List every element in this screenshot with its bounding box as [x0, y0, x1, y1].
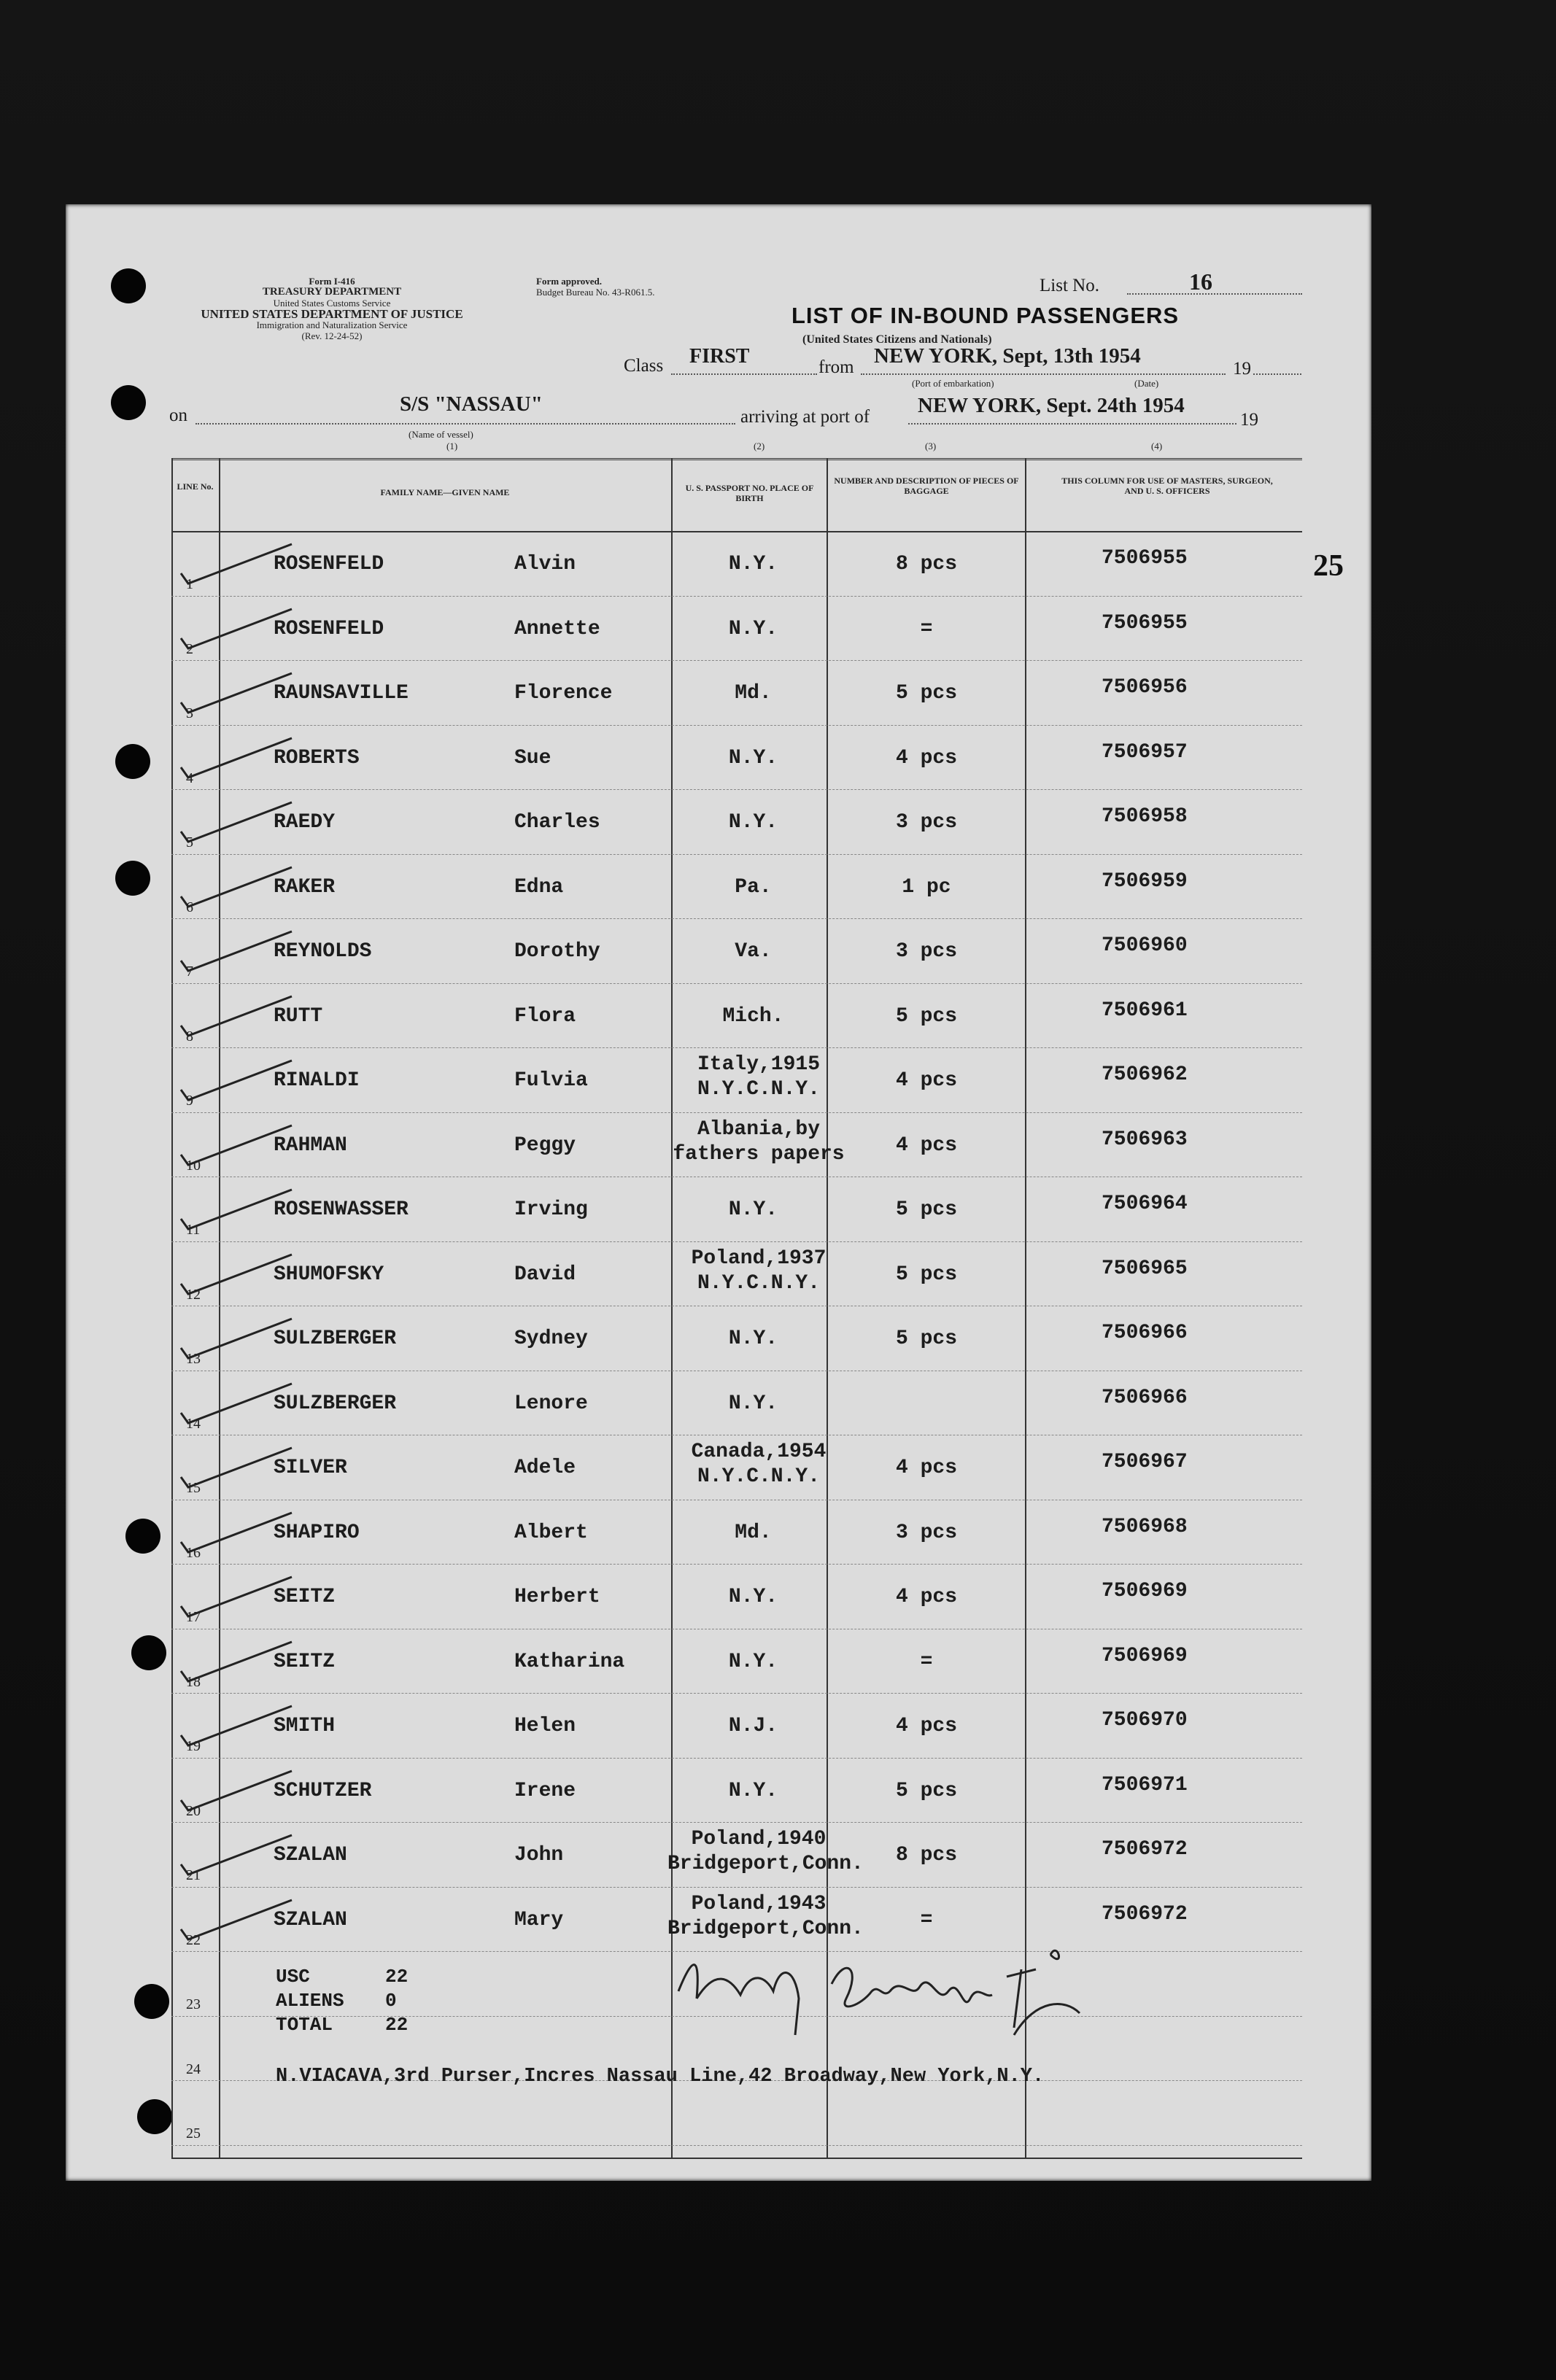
line-number: 4 [186, 770, 193, 786]
family-name: REYNOLDS [274, 940, 372, 963]
form-subtitle: (United States Citizens and Nationals) [802, 333, 992, 346]
year-line [1253, 373, 1301, 375]
vessel-name: S/S "NASSAU" [400, 392, 543, 416]
family-name: RAHMAN [274, 1133, 347, 1157]
line-number: 23 [186, 1996, 201, 2012]
row-separator [171, 854, 1302, 855]
given-name: John [514, 1844, 564, 1867]
family-name: RAUNSAVILLE [274, 682, 409, 705]
baggage-col-divider [1025, 458, 1026, 2158]
given-name: Helen [514, 1715, 576, 1737]
family-name: SULZBERGER [274, 1392, 397, 1415]
arriving-value: NEW YORK, Sept. 24th 1954 [918, 394, 1185, 417]
line-number: 7 [186, 964, 193, 980]
binder-hole [131, 1635, 166, 1670]
place-of-birth: Italy,1915 [697, 1053, 821, 1076]
class-line [671, 373, 817, 375]
officer-number: 7506968 [1102, 1515, 1188, 1538]
baggage: 5 pcs [895, 1327, 957, 1350]
officer-number: 7506959 [1102, 869, 1188, 893]
line-number: 15 [186, 1480, 201, 1496]
place-of-birth: N.Y. [728, 811, 778, 834]
place-of-birth: N.Y. [728, 617, 778, 640]
row-separator [171, 1112, 1302, 1113]
col-num-1: (1) [446, 441, 458, 451]
given-name: Katharina [514, 1650, 625, 1673]
line-number: 12 [186, 1286, 201, 1303]
arriving-year-label: 19 [1240, 410, 1258, 430]
given-name: Mary [514, 1908, 564, 1931]
given-name: Adele [514, 1457, 576, 1479]
officer-number: 7506962 [1102, 1063, 1188, 1086]
line-number: 10 [186, 1157, 201, 1174]
col-num-2: (2) [754, 441, 765, 451]
row-separator [171, 1887, 1302, 1888]
line-number: 24 [186, 2061, 201, 2077]
officer-number: 7506967 [1102, 1451, 1188, 1473]
vessel-caption: (Name of vessel) [409, 429, 473, 440]
place-of-birth: Mich. [722, 1004, 784, 1028]
row-separator [171, 1564, 1302, 1565]
baggage: 4 pcs [895, 1133, 957, 1157]
row-separator [171, 983, 1302, 984]
baggage: 8 pcs [895, 1844, 957, 1867]
given-name: Peggy [514, 1133, 576, 1157]
row-separator [171, 1758, 1302, 1759]
given-name: Charles [514, 811, 600, 834]
place-of-birth: Md. [735, 682, 772, 705]
family-name: RINALDI [274, 1069, 360, 1092]
row-separator [171, 1241, 1302, 1242]
col-head-passport: U. S. PASSPORT NO. PLACE OF BIRTH [685, 483, 814, 503]
baggage: 5 pcs [895, 1263, 957, 1286]
given-name: Fulvia [514, 1069, 588, 1092]
binder-hole [111, 385, 146, 420]
baggage: 8 pcs [895, 553, 957, 575]
agency-block [168, 276, 496, 341]
usc-label: USC [276, 1966, 310, 1988]
given-name: Flora [514, 1004, 576, 1028]
baggage: 4 pcs [895, 1715, 957, 1737]
inspector-signature [671, 1926, 1094, 2050]
officer-number: 7506969 [1102, 1644, 1188, 1667]
given-name: Annette [514, 617, 600, 640]
binder-hole [134, 1984, 169, 2019]
place-of-birth: Md. [735, 1521, 772, 1544]
place-of-birth: Poland,1937 [691, 1247, 827, 1270]
customs-service: United States Customs Service [273, 298, 391, 309]
baggage: 5 pcs [895, 1779, 957, 1802]
col-num-3: (3) [925, 441, 937, 451]
list-no-value: 16 [1189, 268, 1212, 295]
family-name: SHUMOFSKY [274, 1263, 384, 1286]
line-number: 19 [186, 1738, 201, 1754]
arriving-label: arriving at port of [740, 407, 870, 427]
baggage: 5 pcs [895, 1198, 957, 1221]
officer-number: 7506965 [1102, 1257, 1188, 1280]
row-separator [171, 596, 1302, 597]
binder-hole [111, 268, 146, 303]
place-of-birth: N.J. [728, 1715, 778, 1737]
totals-block [276, 1965, 408, 2037]
from-value: NEW YORK, Sept, 13th 1954 [874, 344, 1141, 368]
given-name: Herbert [514, 1586, 600, 1608]
family-name: RUTT [274, 1004, 323, 1028]
place-of-birth: Pa. [735, 875, 772, 899]
form-approved: Form approved. [536, 276, 603, 287]
officer-number: 7506957 [1102, 740, 1188, 764]
given-name: Irene [514, 1779, 576, 1802]
baggage: = [920, 617, 933, 640]
officer-number: 7506960 [1102, 934, 1188, 957]
place-of-birth-line2: fathers papers [673, 1142, 845, 1166]
family-name: SCHUTZER [274, 1779, 372, 1802]
family-name: ROSENWASSER [274, 1198, 409, 1221]
binder-hole [137, 2099, 172, 2134]
place-of-birth: Albania,by [697, 1117, 821, 1141]
col-head-officers: THIS COLUMN FOR USE OF MASTERS, SURGEON, AND U. S. OFFICERS [1061, 476, 1273, 496]
class-value: FIRST [689, 345, 750, 368]
row-separator [171, 1693, 1302, 1694]
line-number: 20 [186, 1802, 201, 1819]
baggage: 4 pcs [895, 1069, 957, 1092]
date-caption: (Date) [1134, 378, 1159, 389]
baggage: 4 pcs [895, 1586, 957, 1608]
place-of-birth: Va. [735, 940, 772, 963]
officer-number: 7506966 [1102, 1322, 1188, 1344]
row-separator [171, 725, 1302, 726]
col-head-name: FAMILY NAME—GIVEN NAME [380, 487, 510, 497]
line-number: 18 [186, 1673, 201, 1690]
officer-number: 7506955 [1102, 547, 1188, 570]
officer-number: 7506966 [1102, 1386, 1188, 1409]
line-number: 9 [186, 1093, 193, 1109]
place-of-birth-line2: Bridgeport,Conn. [667, 1917, 864, 1940]
on-label: on [169, 406, 187, 425]
line-number: 14 [186, 1415, 201, 1432]
table-left-border [171, 458, 173, 2158]
officer-number: 7506964 [1102, 1193, 1188, 1215]
officer-number: 7506958 [1102, 805, 1188, 828]
port-embark-caption: (Port of embarkation) [912, 378, 994, 389]
place-of-birth: Poland,1940 [691, 1828, 827, 1850]
binder-hole [115, 744, 150, 779]
row-separator [171, 918, 1302, 919]
place-of-birth: N.Y. [728, 1650, 778, 1673]
name-col-divider [671, 458, 673, 2158]
place-of-birth-line2: N.Y.C.N.Y. [697, 1078, 821, 1101]
line-number: 11 [186, 1222, 201, 1238]
approval-block [536, 276, 654, 298]
line-number: 16 [186, 1544, 201, 1561]
line-number: 5 [186, 834, 193, 850]
total-count: 22 [385, 2014, 409, 2036]
place-of-birth-line2: Bridgeport,Conn. [667, 1853, 864, 1875]
officer-number: 7506956 [1102, 676, 1188, 699]
officer-number: 7506961 [1102, 999, 1188, 1022]
family-name: ROSENFELD [274, 617, 384, 640]
given-name: Edna [514, 875, 564, 899]
officer-number: 7506963 [1102, 1128, 1188, 1151]
family-name: RAKER [274, 875, 336, 899]
table-header-rule [171, 531, 1302, 532]
row-separator [171, 2145, 1302, 2146]
place-of-birth: N.Y. [728, 553, 778, 575]
class-label: Class [624, 356, 664, 376]
total-label: TOTAL [276, 2014, 333, 2036]
given-name: Lenore [514, 1392, 588, 1415]
line-number: 8 [186, 1028, 193, 1044]
col-num-4: (4) [1151, 441, 1163, 451]
purser-line: N.VIACAVA,3rd Purser,Incres Nassau Line,42 Broadway,New York,N.Y. [276, 2066, 1045, 2088]
aliens-label: ALIENS [276, 1990, 344, 2012]
line-number: 13 [186, 1351, 201, 1367]
baggage: 5 pcs [895, 1004, 957, 1028]
given-name: Irving [514, 1198, 588, 1221]
binder-hole [115, 861, 150, 896]
officer-number: 7506972 [1102, 1902, 1188, 1926]
family-name: SZALAN [274, 1844, 347, 1867]
line-number: 3 [186, 705, 193, 721]
vessel-line [196, 423, 735, 425]
line-number: 21 [186, 1867, 201, 1883]
col-head-baggage: NUMBER AND DESCRIPTION OF PIECES OF BAGGAGE [834, 476, 1019, 496]
place-of-birth: N.Y. [728, 746, 778, 770]
place-of-birth-line2: N.Y.C.N.Y. [697, 1271, 821, 1295]
row-separator [171, 660, 1302, 661]
baggage: 4 pcs [895, 1457, 957, 1479]
given-name: David [514, 1263, 576, 1286]
officer-number: 7506969 [1102, 1580, 1188, 1602]
binder-hole [125, 1519, 160, 1554]
row-separator [171, 1822, 1302, 1823]
side-number: 25 [1313, 549, 1344, 583]
given-name: Albert [514, 1521, 588, 1544]
family-name: SEITZ [274, 1586, 336, 1608]
family-name: SULZBERGER [274, 1327, 397, 1350]
line-number: 25 [186, 2125, 201, 2141]
family-name: ROSENFELD [274, 553, 384, 575]
family-name: SMITH [274, 1715, 336, 1737]
baggage: = [920, 1908, 933, 1931]
table-top-rule [171, 458, 1302, 460]
line-number: 6 [186, 899, 193, 915]
list-no-line [1127, 293, 1302, 295]
line-number: 1 [186, 576, 193, 592]
usc-count: 22 [385, 1966, 409, 1988]
given-name: Florence [514, 682, 613, 705]
place-of-birth: N.Y. [728, 1198, 778, 1221]
given-name: Dorothy [514, 940, 600, 963]
family-name: SEITZ [274, 1650, 336, 1673]
family-name: ROBERTS [274, 746, 360, 770]
year-label: 19 [1233, 359, 1251, 379]
baggage: 3 pcs [895, 811, 957, 834]
family-name: SHAPIRO [274, 1521, 360, 1544]
baggage: 1 pc [902, 875, 951, 899]
officer-number: 7506971 [1102, 1773, 1188, 1796]
family-name: SILVER [274, 1457, 347, 1479]
line-number: 2 [186, 640, 193, 657]
officer-number: 7506972 [1102, 1838, 1188, 1861]
place-of-birth: Poland,1943 [691, 1892, 827, 1915]
family-name: RAEDY [274, 811, 336, 834]
col-head-line: LINE No. [177, 481, 214, 492]
family-name: SZALAN [274, 1908, 347, 1931]
place-of-birth: Canada,1954 [691, 1441, 827, 1463]
baggage: 3 pcs [895, 940, 957, 963]
form-number: Form I-416 [309, 276, 355, 287]
officer-number: 7506955 [1102, 611, 1188, 635]
line-number: 22 [186, 1931, 201, 1948]
given-name: Sydney [514, 1327, 588, 1350]
place-of-birth: N.Y. [728, 1327, 778, 1350]
row-separator [171, 789, 1302, 790]
justice-dept: UNITED STATES DEPARTMENT OF JUSTICE [201, 307, 463, 321]
given-name: Sue [514, 746, 551, 770]
baggage: 5 pcs [895, 682, 957, 705]
list-no-label: List No. [1040, 276, 1099, 295]
arriving-line [908, 423, 1236, 425]
place-of-birth-line2: N.Y.C.N.Y. [697, 1465, 821, 1488]
aliens-count: 0 [385, 1990, 397, 2012]
line-number: 17 [186, 1609, 201, 1625]
place-of-birth: N.Y. [728, 1586, 778, 1608]
table-bottom-rule [171, 2158, 1302, 2159]
budget-bureau: Budget Bureau No. 43-R061.5. [536, 287, 655, 298]
from-line [861, 373, 1226, 375]
form-title: LIST OF IN-BOUND PASSENGERS [791, 303, 1180, 328]
revision: (Rev. 12-24-52) [301, 330, 363, 341]
place-of-birth: N.Y. [728, 1392, 778, 1415]
row-separator [171, 1047, 1302, 1048]
baggage: 3 pcs [895, 1521, 957, 1544]
treasury-dept: TREASURY DEPARTMENT [262, 286, 402, 298]
given-name: Alvin [514, 553, 576, 575]
baggage: 4 pcs [895, 746, 957, 770]
officer-number: 7506970 [1102, 1709, 1188, 1732]
baggage: = [920, 1650, 933, 1673]
place-of-birth: N.Y. [728, 1779, 778, 1802]
from-label: from [818, 357, 854, 377]
ins-service: Immigration and Naturalization Service [256, 319, 408, 330]
